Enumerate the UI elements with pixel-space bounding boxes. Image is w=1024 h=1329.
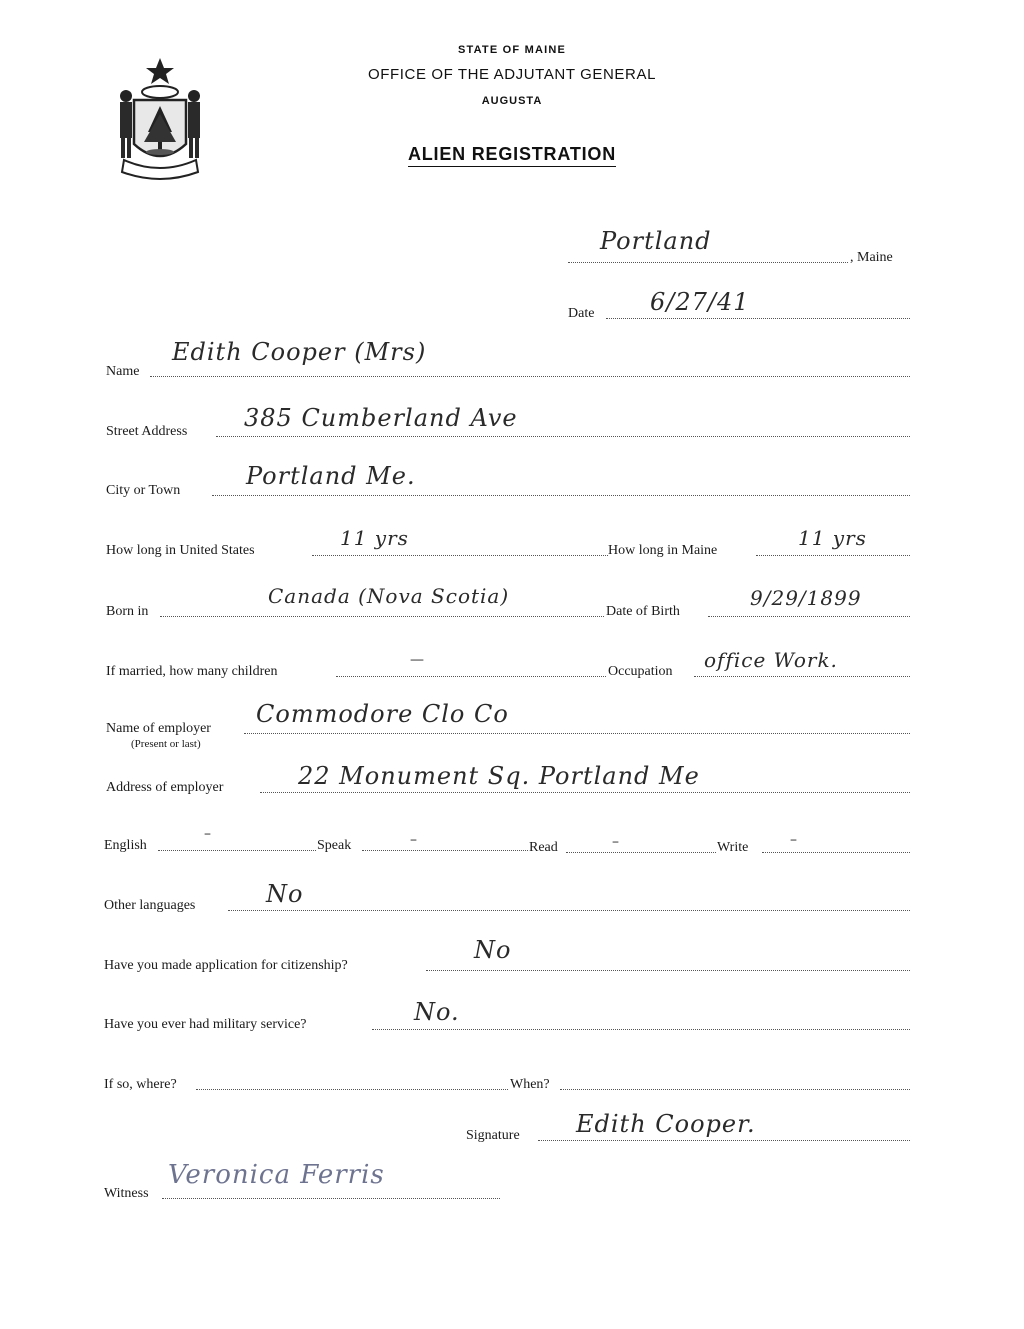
born-in-line <box>160 616 604 617</box>
city-line <box>212 495 910 496</box>
signature-label: Signature <box>466 1128 520 1143</box>
signature-value: Edith Cooper. <box>576 1110 756 1138</box>
header-state: STATE OF MAINE <box>457 44 567 56</box>
when-label: When? <box>510 1077 550 1092</box>
citizenship-label: Have you made application for citizenship? <box>104 958 348 973</box>
speak-value: – <box>410 832 417 848</box>
military-label: Have you ever had military service? <box>104 1017 307 1032</box>
military-value: No. <box>414 998 460 1026</box>
employer-name-line <box>244 733 910 734</box>
date-value: 6/27/41 <box>650 288 750 316</box>
city-value: Portland Me. <box>246 462 416 490</box>
maine-label: , Maine <box>850 250 893 265</box>
other-languages-value: No <box>266 880 304 908</box>
employer-address-value: 22 Monument Sq. Portland Me <box>298 762 700 790</box>
employer-name-value: Commodore Clo Co <box>256 700 509 728</box>
place-line <box>568 262 848 263</box>
military-line <box>372 1029 910 1030</box>
when-line <box>560 1089 910 1090</box>
street-line <box>216 436 910 437</box>
employer-name-label: Name of employer <box>106 721 211 736</box>
write-line <box>762 852 910 853</box>
street-label: Street Address <box>106 424 188 439</box>
how-long-maine-value: 11 yrs <box>798 526 867 550</box>
name-value: Edith Cooper (Mrs) <box>172 338 427 366</box>
witness-value: Veronica Ferris <box>168 1160 385 1190</box>
write-value: – <box>790 832 797 848</box>
occupation-value: office Work. <box>704 648 838 672</box>
citizenship-value: No <box>474 936 512 964</box>
city-label: City or Town <box>106 483 181 498</box>
witness-label: Witness <box>104 1186 149 1201</box>
date-line <box>606 318 910 319</box>
how-long-us-line <box>312 555 608 556</box>
read-label: Read <box>529 840 558 855</box>
header-office: OFFICE OF THE ADJUTANT GENERAL <box>367 66 657 83</box>
how-long-maine-line <box>756 555 910 556</box>
write-label: Write <box>717 840 749 855</box>
form-title <box>0 144 1024 165</box>
header-city: AUGUSTA <box>481 95 543 107</box>
date-label: Date <box>568 306 595 321</box>
form-title-text: ALIEN REGISTRATION <box>408 144 616 167</box>
read-line <box>566 852 716 853</box>
witness-line <box>162 1198 500 1199</box>
speak-label: Speak <box>317 838 352 853</box>
date-of-birth-label: Date of Birth <box>606 604 680 619</box>
how-long-maine-label: How long in Maine <box>608 543 718 558</box>
occupation-label: Occupation <box>608 664 673 679</box>
name-line <box>150 376 910 377</box>
citizenship-line <box>426 970 910 971</box>
signature-line <box>538 1140 910 1141</box>
how-long-us-value: 11 yrs <box>340 526 409 550</box>
children-label: If married, how many children <box>106 664 278 679</box>
employer-name-sublabel: (Present or last) <box>131 738 201 750</box>
occupation-line <box>694 676 910 677</box>
street-value: 385 Cumberland Ave <box>244 404 518 432</box>
employer-address-line <box>260 792 910 793</box>
born-in-label: Born in <box>106 604 149 619</box>
born-in-value: Canada (Nova Scotia) <box>268 584 510 608</box>
read-value: – <box>612 834 619 850</box>
children-line <box>336 676 606 677</box>
children-value: — <box>410 652 424 668</box>
if-so-where-label: If so, where? <box>104 1077 177 1092</box>
name-label: Name <box>106 364 140 379</box>
employer-address-label: Address of employer <box>106 780 224 795</box>
english-line <box>158 850 316 851</box>
english-value: – <box>204 826 211 842</box>
english-label: English <box>104 838 147 853</box>
if-so-where-line <box>196 1089 508 1090</box>
date-of-birth-value: 9/29/1899 <box>750 586 862 610</box>
date-of-birth-line <box>708 616 910 617</box>
other-languages-label: Other languages <box>104 898 196 913</box>
place-value: Portland <box>600 227 712 255</box>
other-languages-line <box>228 910 910 911</box>
how-long-us-label: How long in United States <box>106 543 255 558</box>
speak-line <box>362 850 528 851</box>
